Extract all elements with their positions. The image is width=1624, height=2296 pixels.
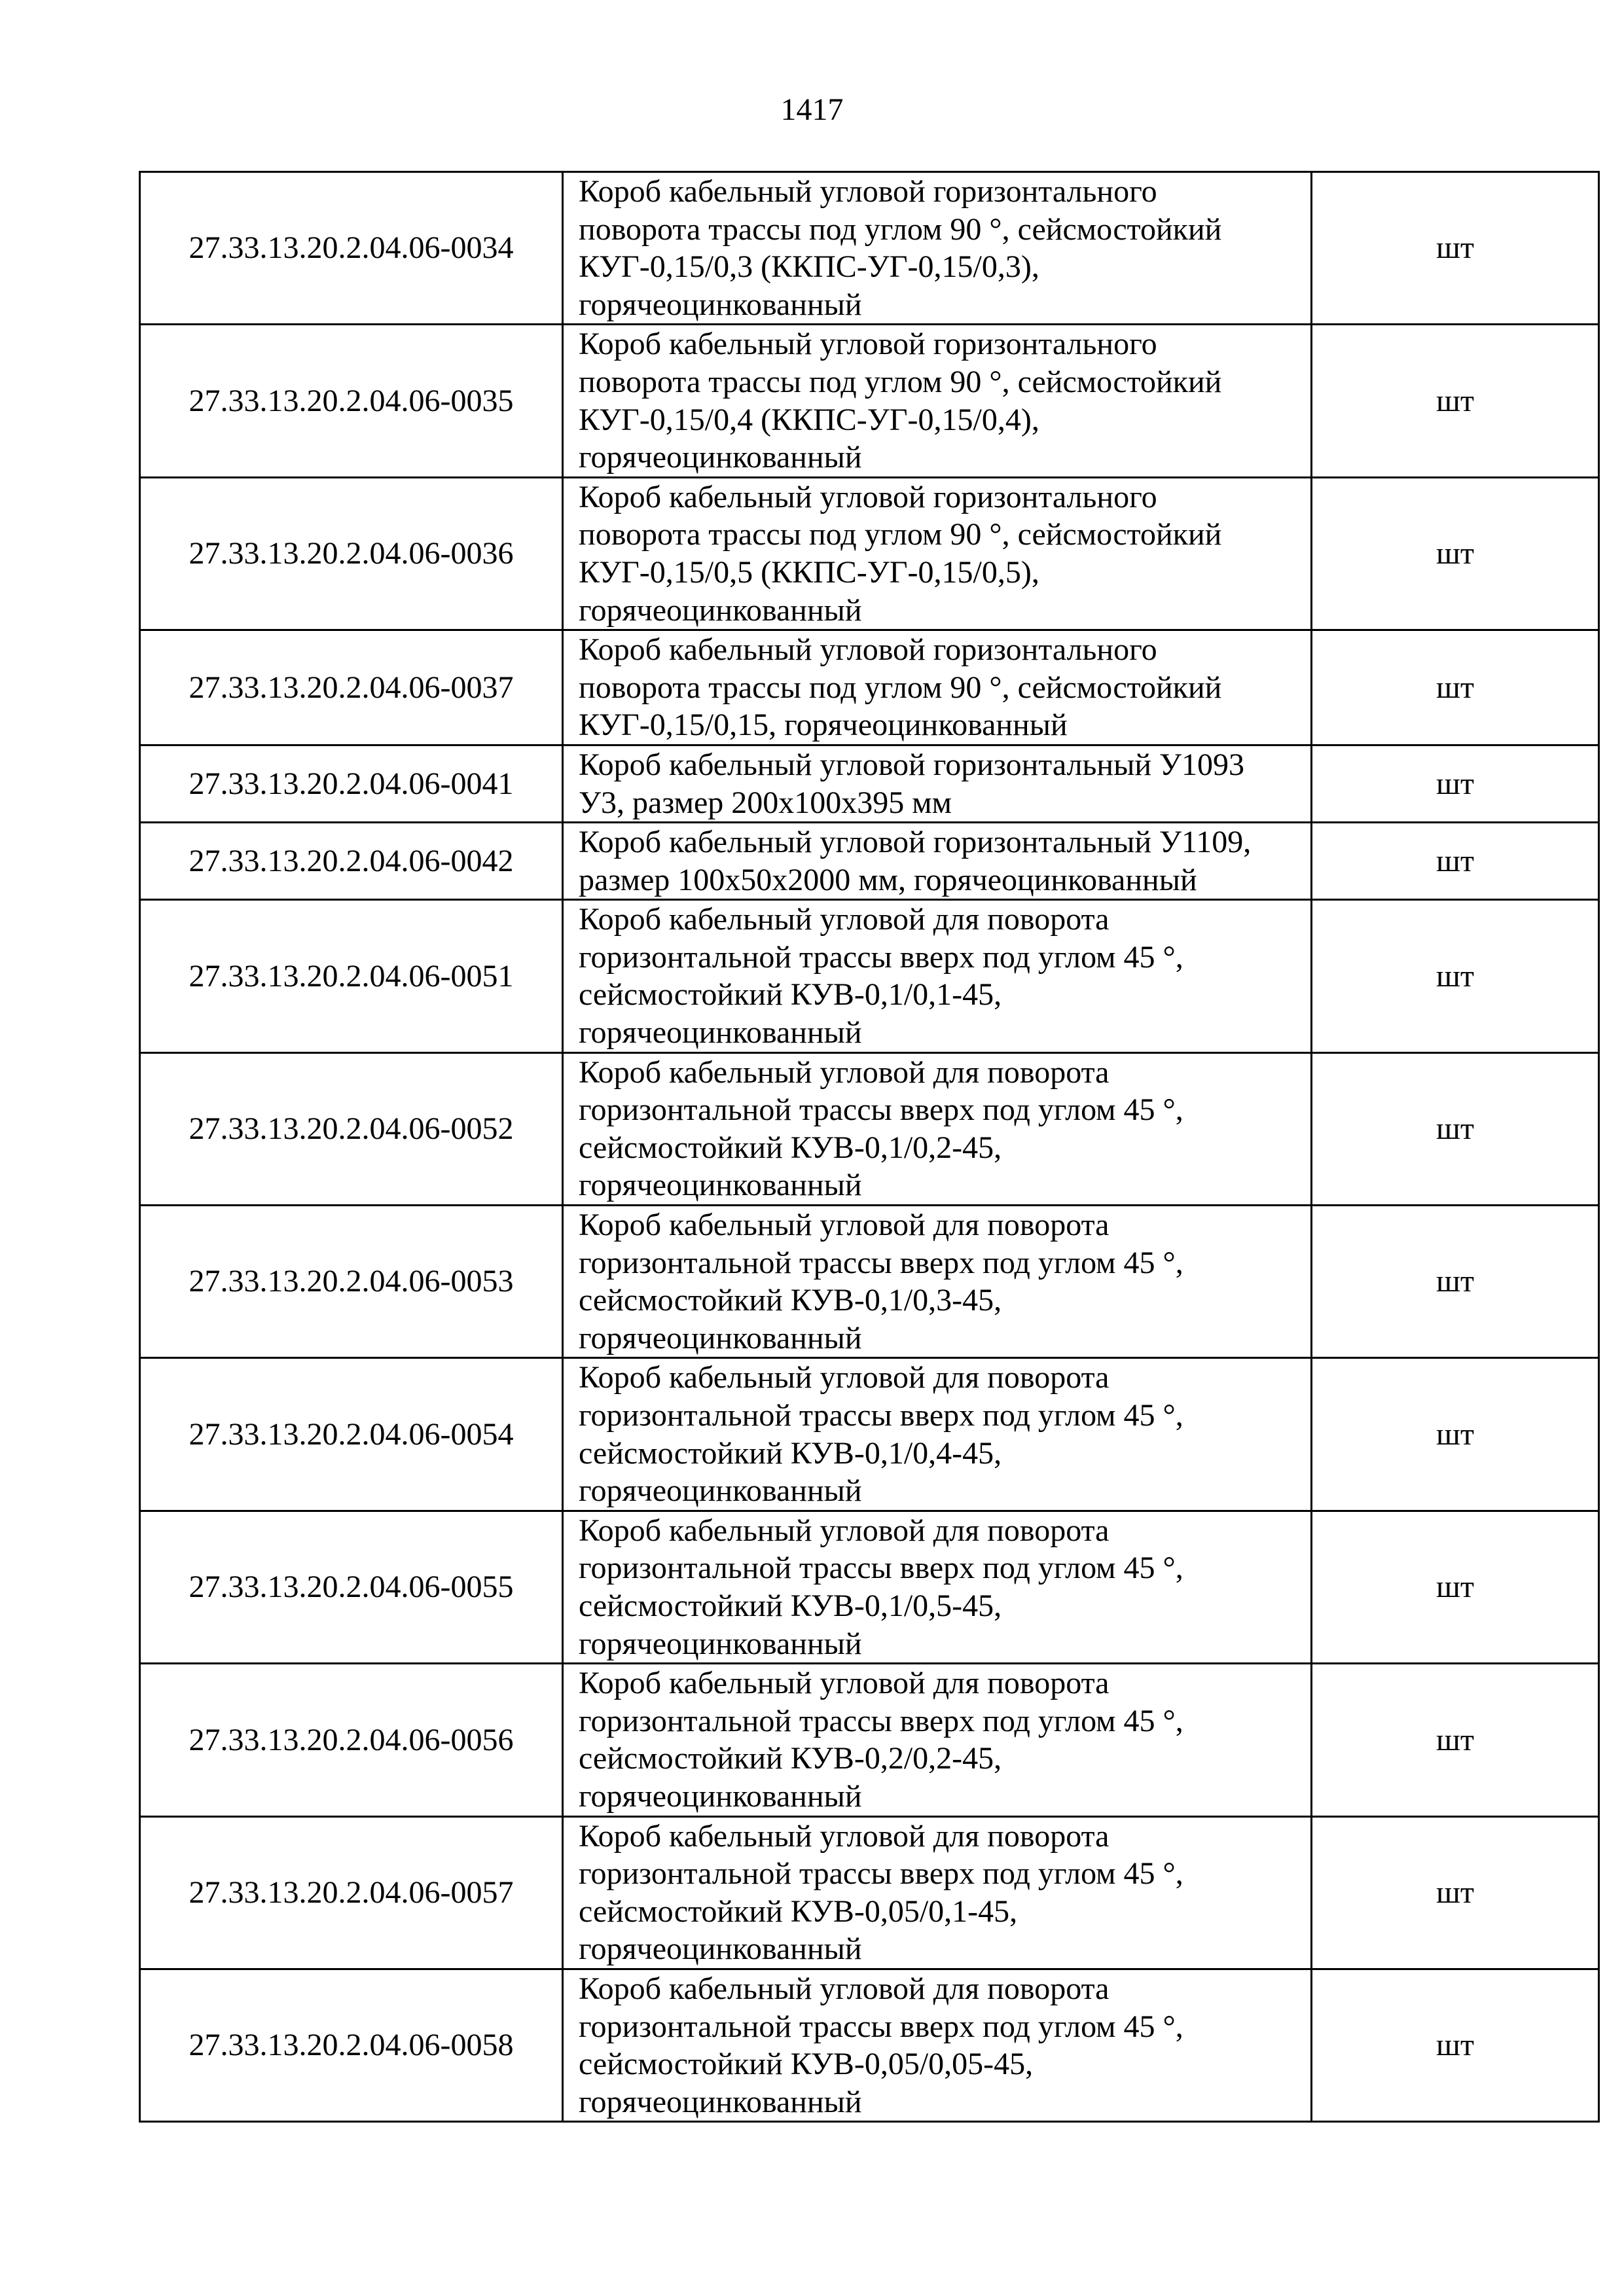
- description-line: горячеоцинкованный: [579, 1015, 862, 1050]
- item-unit: шт: [1312, 745, 1599, 822]
- description-line: горизонтальной трассы вверх под углом 45 °,: [579, 1245, 1183, 1280]
- description-line: сейсмостойкий КУВ-0,1/0,5-45,: [579, 1588, 1002, 1623]
- description-line: сейсмостойкий КУВ-0,1/0,4-45,: [579, 1435, 1002, 1471]
- item-code: 27.33.13.20.2.04.06-0041: [140, 745, 563, 822]
- table-row: [140, 325, 1599, 477]
- item-unit: шт: [1312, 630, 1599, 745]
- description-line: сейсмостойкий КУВ-0,05/0,05-45,: [579, 2047, 1034, 2082]
- description-line: У3, размер 200х100х395 мм: [579, 785, 952, 820]
- description-line: сейсмостойкий КУВ-0,1/0,1-45,: [579, 977, 1002, 1013]
- catalog-table: [139, 171, 1600, 2123]
- item-unit: шт: [1312, 1511, 1599, 1663]
- table-row: [140, 1969, 1599, 2121]
- table-row: [140, 172, 1599, 325]
- item-description: [563, 1969, 1312, 2121]
- description-line: горячеоцинкованный: [579, 1320, 862, 1355]
- description-line: горячеоцинкованный: [579, 592, 862, 628]
- description-line: горячеоцинкованный: [579, 1168, 862, 1203]
- item-code: 27.33.13.20.2.04.06-0057: [140, 1816, 563, 1969]
- description-line: горячеоцинкованный: [579, 1626, 862, 1661]
- item-code: 27.33.13.20.2.04.06-0055: [140, 1511, 563, 1663]
- item-description: [563, 745, 1312, 822]
- description-line: горизонтальной трассы вверх под углом 45 °,: [579, 1092, 1183, 1128]
- item-unit: шт: [1312, 1358, 1599, 1511]
- description-line: сейсмостойкий КУВ-0,2/0,2-45,: [579, 1741, 1002, 1776]
- description-line: Короб кабельный угловой для поворота: [579, 1818, 1110, 1854]
- description-line: КУГ-0,15/0,3 (ККПС-УГ-0,15/0,3),: [579, 249, 1039, 285]
- description-line: сейсмостойкий КУВ-0,1/0,2-45,: [579, 1130, 1002, 1165]
- description-line: КУГ-0,15/0,4 (ККПС-УГ-0,15/0,4),: [579, 402, 1039, 437]
- description-line: горизонтальной трассы вверх под углом 45 °,: [579, 1703, 1183, 1738]
- table-row: [140, 1206, 1599, 1358]
- description-line: горячеоцинкованный: [579, 1778, 862, 1814]
- table-row: [140, 1664, 1599, 1816]
- item-description: [563, 477, 1312, 630]
- catalog-table-body: [140, 172, 1599, 2122]
- table-row: [140, 1816, 1599, 1969]
- item-code: 27.33.13.20.2.04.06-0054: [140, 1358, 563, 1511]
- item-unit: шт: [1312, 1052, 1599, 1205]
- description-line: горизонтальной трассы вверх под углом 45 °,: [579, 2009, 1183, 2044]
- description-line: Короб кабельный угловой для поворота: [579, 1513, 1110, 1548]
- item-code: 27.33.13.20.2.04.06-0042: [140, 823, 563, 900]
- description-line: Короб кабельный угловой горизонтального: [579, 174, 1157, 209]
- item-unit: шт: [1312, 900, 1599, 1052]
- description-line: Короб кабельный угловой для поворота: [579, 1208, 1110, 1243]
- description-line: Короб кабельный угловой для поворота: [579, 1360, 1110, 1395]
- description-line: Короб кабельный угловой для поворота: [579, 1971, 1110, 2006]
- description-line: горячеоцинкованный: [579, 2084, 862, 2119]
- description-line: горизонтальной трассы вверх под углом 45 °,: [579, 939, 1183, 975]
- item-description: [563, 630, 1312, 745]
- item-code: 27.33.13.20.2.04.06-0036: [140, 477, 563, 630]
- item-unit: шт: [1312, 172, 1599, 325]
- item-code: 27.33.13.20.2.04.06-0034: [140, 172, 563, 325]
- description-line: сейсмостойкий КУВ-0,05/0,1-45,: [579, 1893, 1018, 1929]
- description-line: КУГ-0,15/0,15, горячеоцинкованный: [579, 708, 1068, 743]
- description-line: горячеоцинкованный: [579, 440, 862, 475]
- item-code: 27.33.13.20.2.04.06-0056: [140, 1664, 563, 1816]
- description-line: горизонтальной трассы вверх под углом 45 °,: [579, 1551, 1183, 1586]
- item-unit: шт: [1312, 325, 1599, 477]
- page-number: 1417: [780, 92, 844, 127]
- description-line: Короб кабельный угловой для поворота: [579, 902, 1110, 937]
- item-description: [563, 1816, 1312, 1969]
- item-unit: шт: [1312, 823, 1599, 900]
- description-line: горячеоцинкованный: [579, 287, 862, 322]
- table-row: [140, 1052, 1599, 1205]
- description-line: размер 100х50х2000 мм, горячеоцинкованный: [579, 862, 1197, 897]
- description-line: поворота трассы под углом 90 °, сейсмостойкий: [579, 211, 1222, 247]
- item-unit: шт: [1312, 1816, 1599, 1969]
- item-code: 27.33.13.20.2.04.06-0058: [140, 1969, 563, 2121]
- item-description: [563, 1358, 1312, 1511]
- table-row: [140, 900, 1599, 1052]
- description-line: горизонтальной трассы вверх под углом 45 °,: [579, 1856, 1183, 1892]
- description-line: Короб кабельный угловой горизонтального: [579, 327, 1157, 362]
- item-unit: шт: [1312, 1664, 1599, 1816]
- description-line: Короб кабельный угловой горизонтального: [579, 479, 1157, 514]
- item-code: 27.33.13.20.2.04.06-0037: [140, 630, 563, 745]
- description-line: поворота трассы под углом 90 °, сейсмостойкий: [579, 364, 1222, 399]
- description-line: КУГ-0,15/0,5 (ККПС-УГ-0,15/0,5),: [579, 554, 1039, 590]
- item-description: [563, 172, 1312, 325]
- item-code: 27.33.13.20.2.04.06-0053: [140, 1206, 563, 1358]
- description-line: поворота трассы под углом 90 °, сейсмостойкий: [579, 517, 1222, 552]
- item-description: [563, 1511, 1312, 1663]
- item-unit: шт: [1312, 477, 1599, 630]
- description-line: сейсмостойкий КУВ-0,1/0,3-45,: [579, 1283, 1002, 1318]
- item-description: [563, 1664, 1312, 1816]
- item-unit: шт: [1312, 1206, 1599, 1358]
- item-code: 27.33.13.20.2.04.06-0035: [140, 325, 563, 477]
- description-line: горячеоцинкованный: [579, 1931, 862, 1967]
- description-line: Короб кабельный угловой для поворота: [579, 1666, 1110, 1701]
- item-description: [563, 1052, 1312, 1205]
- item-unit: шт: [1312, 1969, 1599, 2121]
- description-line: Короб кабельный угловой горизонтальный У1109,: [579, 825, 1252, 860]
- table-row: [140, 477, 1599, 630]
- table-row: [140, 630, 1599, 745]
- item-description: [563, 823, 1312, 900]
- item-description: [563, 900, 1312, 1052]
- table-row: [140, 745, 1599, 822]
- table-row: [140, 823, 1599, 900]
- item-description: [563, 1206, 1312, 1358]
- item-code: 27.33.13.20.2.04.06-0051: [140, 900, 563, 1052]
- description-line: Короб кабельный угловой горизонтальный У1093: [579, 747, 1245, 782]
- description-line: Короб кабельный угловой для поворота: [579, 1054, 1110, 1090]
- description-line: Короб кабельный угловой горизонтального: [579, 632, 1157, 668]
- table-row: [140, 1358, 1599, 1511]
- item-description: [563, 325, 1312, 477]
- description-line: горячеоцинкованный: [579, 1473, 862, 1509]
- item-code: 27.33.13.20.2.04.06-0052: [140, 1052, 563, 1205]
- table-row: [140, 1511, 1599, 1663]
- description-line: поворота трассы под углом 90 °, сейсмостойкий: [579, 670, 1222, 705]
- description-line: горизонтальной трассы вверх под углом 45 °,: [579, 1398, 1183, 1433]
